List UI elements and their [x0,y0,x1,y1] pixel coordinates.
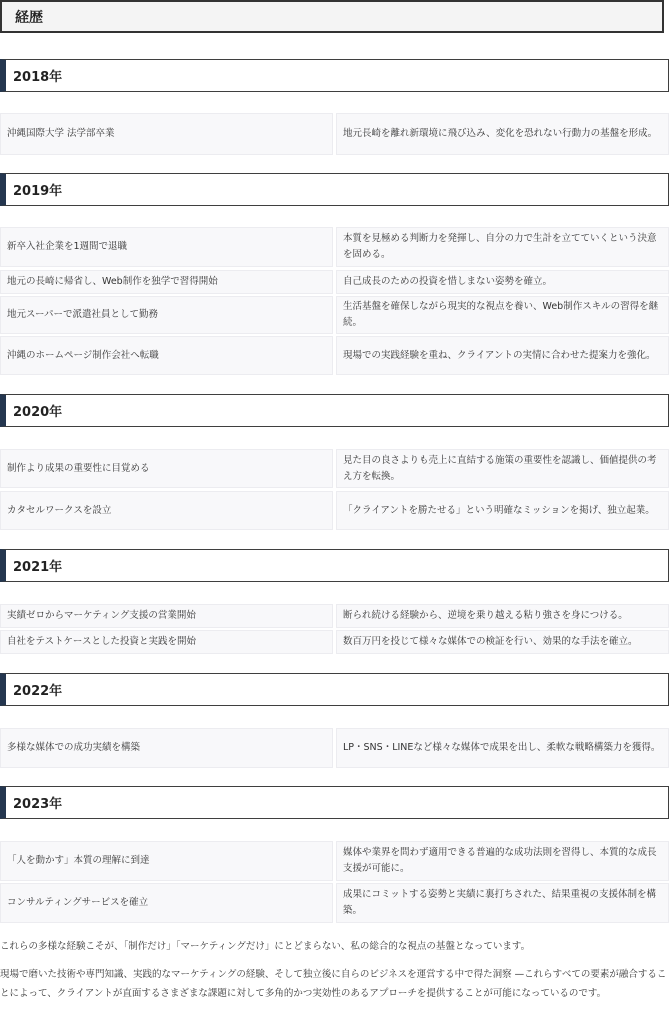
description-cell: 地元長崎を離れ新環境に飛び込み、変化を恐れない行動力の基盤を形成。 [336,113,669,155]
year-heading-2019: 2019年 [0,173,669,206]
detail-paragraph: 現場で磨いた技術や専門知識、実践的なマーケティングの経験、そして独立後に自らのビジネスを運営する中で得た洞察 —これらすべての要素が融合することによって、クライアントが直面するさまざまな課題に対して多角的かつ実効性のあるアプローチを提供することが可能になっているのです。 [0,969,667,999]
table-row [0,728,669,768]
section-title: 経歴 [0,0,664,33]
table-row [0,630,669,654]
event-cell: 地元スーパーで派遣社員として勤務 [0,296,333,334]
event-cell: 沖縄のホームページ制作会社へ転職 [0,336,333,375]
description-cell: 見た目の良さよりも売上に直結する施策の重要性を認識し、価値提供の考え方を転換。 [336,449,669,488]
table-row [0,270,669,294]
table-row [0,296,669,334]
table-row [0,491,669,530]
year-heading-2020: 2020年 [0,394,669,427]
description-cell: 媒体や業界を問わず適用できる普遍的な成功法則を習得し、本質的な成長支援が可能に。 [336,841,669,881]
description-cell: 本質を見極める判断力を発揮し、自分の力で生計を立てていくという決意を固める。 [336,227,669,267]
event-cell: 自社をテストケースとした投資と実践を開始 [0,630,333,654]
description-cell: 成果にコミットする姿勢と実績に裏打ちされた、結果重視の支援体制を構築。 [336,883,669,923]
summary-paragraph: これらの多様な経験こそが、「制作だけ」「マーケティングだけ」にとどまらない、私の総合的な視点の基盤となっています。 [0,941,531,952]
event-cell: 多様な媒体での成功実績を構築 [0,728,333,768]
year-heading-2022: 2022年 [0,673,669,706]
event-cell: コンサルティングサービスを確立 [0,883,333,923]
description-cell: 数百万円を投じて様々な媒体での検証を行い、効果的な手法を確立。 [336,630,669,654]
description-cell: 生活基盤を確保しながら現実的な視点を養い、Web制作スキルの習得を継続。 [336,296,669,334]
event-cell: 新卒入社企業を1週間で退職 [0,227,333,267]
table-row [0,883,669,923]
description-cell: 現場での実践経験を重ね、クライアントの実情に合わせた提案力を強化。 [336,336,669,375]
year-heading-2018: 2018年 [0,59,669,92]
table-row [0,449,669,488]
event-cell: 地元の長崎に帰省し、Web制作を独学で習得開始 [0,270,333,294]
description-cell: 断られ続ける経験から、逆境を乗り越える粘り強さを身につける。 [336,604,669,628]
event-cell: 沖縄国際大学 法学部卒業 [0,113,333,155]
description-cell: 「クライアントを勝たせる」という明確なミッションを掲げ、独立起業。 [336,491,669,530]
table-row [0,336,669,375]
event-cell: 実績ゼロからマーケティング支援の営業開始 [0,604,333,628]
table-row [0,841,669,881]
table-row [0,113,669,155]
description-cell: LP・SNS・LINEなど様々な媒体で成果を出し、柔軟な戦略構築力を獲得。 [336,728,669,768]
event-cell: 制作より成果の重要性に目覚める [0,449,333,488]
event-cell: 「人を動かす」本質の理解に到達 [0,841,333,881]
year-heading-2021: 2021年 [0,549,669,582]
table-row [0,227,669,267]
description-cell: 自己成長のための投資を惜しまない姿勢を確立。 [336,270,669,294]
year-heading-2023: 2023年 [0,786,669,819]
event-cell: カタセルワークスを設立 [0,491,333,530]
table-row [0,604,669,628]
